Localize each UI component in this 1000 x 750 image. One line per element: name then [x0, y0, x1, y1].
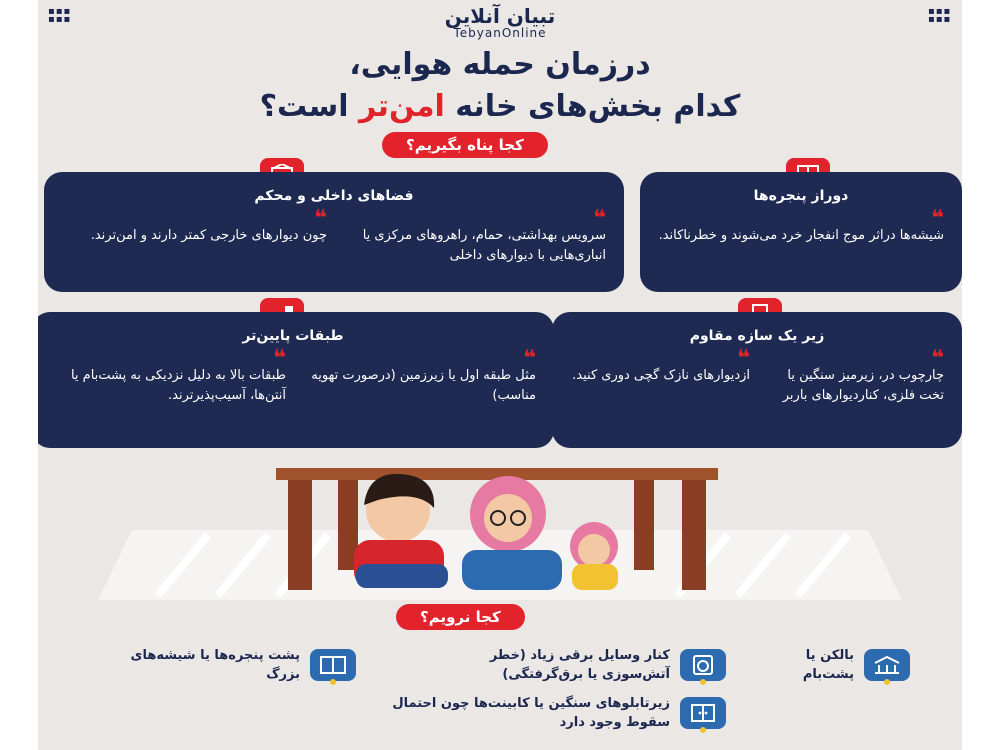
quote-icon: ❝ [314, 206, 327, 231]
decor-dots-icon: ▪▪▪ ▪▪▪ [48, 6, 72, 25]
card-column [62, 206, 327, 266]
family-under-table-illustration [38, 460, 962, 610]
table-leg [682, 480, 706, 590]
avoid-item-glass [120, 646, 356, 684]
card-text: چارچوب در، زیرمیز سنگین یا تخت فلزی، کناردیوارهای باربر [782, 368, 944, 403]
father-legs [356, 564, 448, 588]
card-column [50, 346, 286, 406]
card-lower-floors [38, 312, 554, 448]
title-highlight: امن‌تر [359, 89, 445, 124]
card-text: ازدیوارهای نازک گچی دوری کنید. [572, 368, 750, 383]
title-line-2 [38, 86, 962, 128]
card-text: مثل طبقه اول یا زیرزمین (درصورت تهویه مناسب) [311, 368, 536, 403]
avoid-text: کنار وسایل برقی زیاد (خطر آتش‌سوزی یا برق‌گرفتگی) [489, 648, 670, 682]
child-dress [572, 564, 618, 590]
quote-icon: ❝ [523, 346, 536, 371]
where-to-shelter-pill: کجا پناه بگیریم؟ [382, 132, 548, 158]
card-text: چون دیوارهای خارجی کمتر دارند و امن‌ترند. [90, 228, 327, 243]
quote-icon: ❝ [273, 346, 286, 371]
decor-dots-icon: ▪▪▪ ▪▪▪ [928, 6, 952, 25]
card-column [570, 346, 750, 406]
card-inner-spaces [44, 172, 624, 292]
card-text: شیشه‌ها دراثر موج انفجار خرد می‌شوند و خطرناکاند. [658, 228, 944, 243]
avoid-text: پشت پنجره‌ها یا شیشه‌های بزرگ [130, 648, 300, 682]
card-away-windows [640, 172, 962, 292]
title-line-1: درزمان حمله هوایی، [349, 47, 651, 82]
table-leg [288, 480, 312, 590]
card-column [341, 206, 606, 266]
page-title [38, 44, 962, 128]
card-column [764, 346, 944, 406]
avoid-item-balcony [764, 646, 910, 684]
card-heading: طبقات پایین‌تر [242, 328, 344, 344]
avoid-text: بالکن یا پشت‌بام [802, 648, 854, 682]
quote-icon: ❝ [593, 206, 606, 231]
quote-icon: ❝ [931, 206, 944, 231]
infographic [38, 0, 962, 750]
quote-icon: ❝ [737, 346, 750, 371]
cabinet-icon [680, 697, 726, 729]
avoid-text: زیرتابلوهای سنگین یا کابینت‌ها چون احتمال سقوط وجود دارد [392, 696, 670, 730]
table-leg [634, 480, 654, 570]
card-heading: فضاهای داخلی و محکم [254, 188, 414, 204]
child-face [578, 534, 610, 566]
where-not-to-go-pill: کجا نرویم؟ [396, 604, 525, 630]
card-text: طبقات بالا به دلیل نزدیکی به پشت‌بام یا آنتن‌ها، آسیب‌پذیرترند. [70, 368, 286, 403]
card-heading: زیر یک سازه مقاوم [689, 328, 825, 344]
quote-icon: ❝ [931, 346, 944, 371]
mother-dress [462, 550, 562, 590]
card-text: سرویس بهداشتی، حمام، راهروهای مرکزی یا انباری‌هایی با دیوارهای داخلی [362, 228, 606, 263]
card-heading: دوراز پنجره‌ها [753, 188, 849, 204]
washing-machine-icon [680, 649, 726, 681]
logo-english: TebyanOnline [453, 26, 547, 40]
card-column [658, 206, 944, 246]
balcony-icon [864, 649, 910, 681]
card-sturdy-structure [552, 312, 962, 448]
avoid-item-appliances [420, 646, 726, 684]
title-part-b: است؟ [259, 89, 360, 124]
avoid-item-cabinets [370, 694, 726, 732]
logo-persian: تبیان آنلاین [444, 4, 556, 28]
logo [38, 6, 962, 40]
big-window-icon [310, 649, 356, 681]
card-column [300, 346, 536, 406]
title-part-a: کدام بخش‌های خانه [444, 89, 741, 124]
